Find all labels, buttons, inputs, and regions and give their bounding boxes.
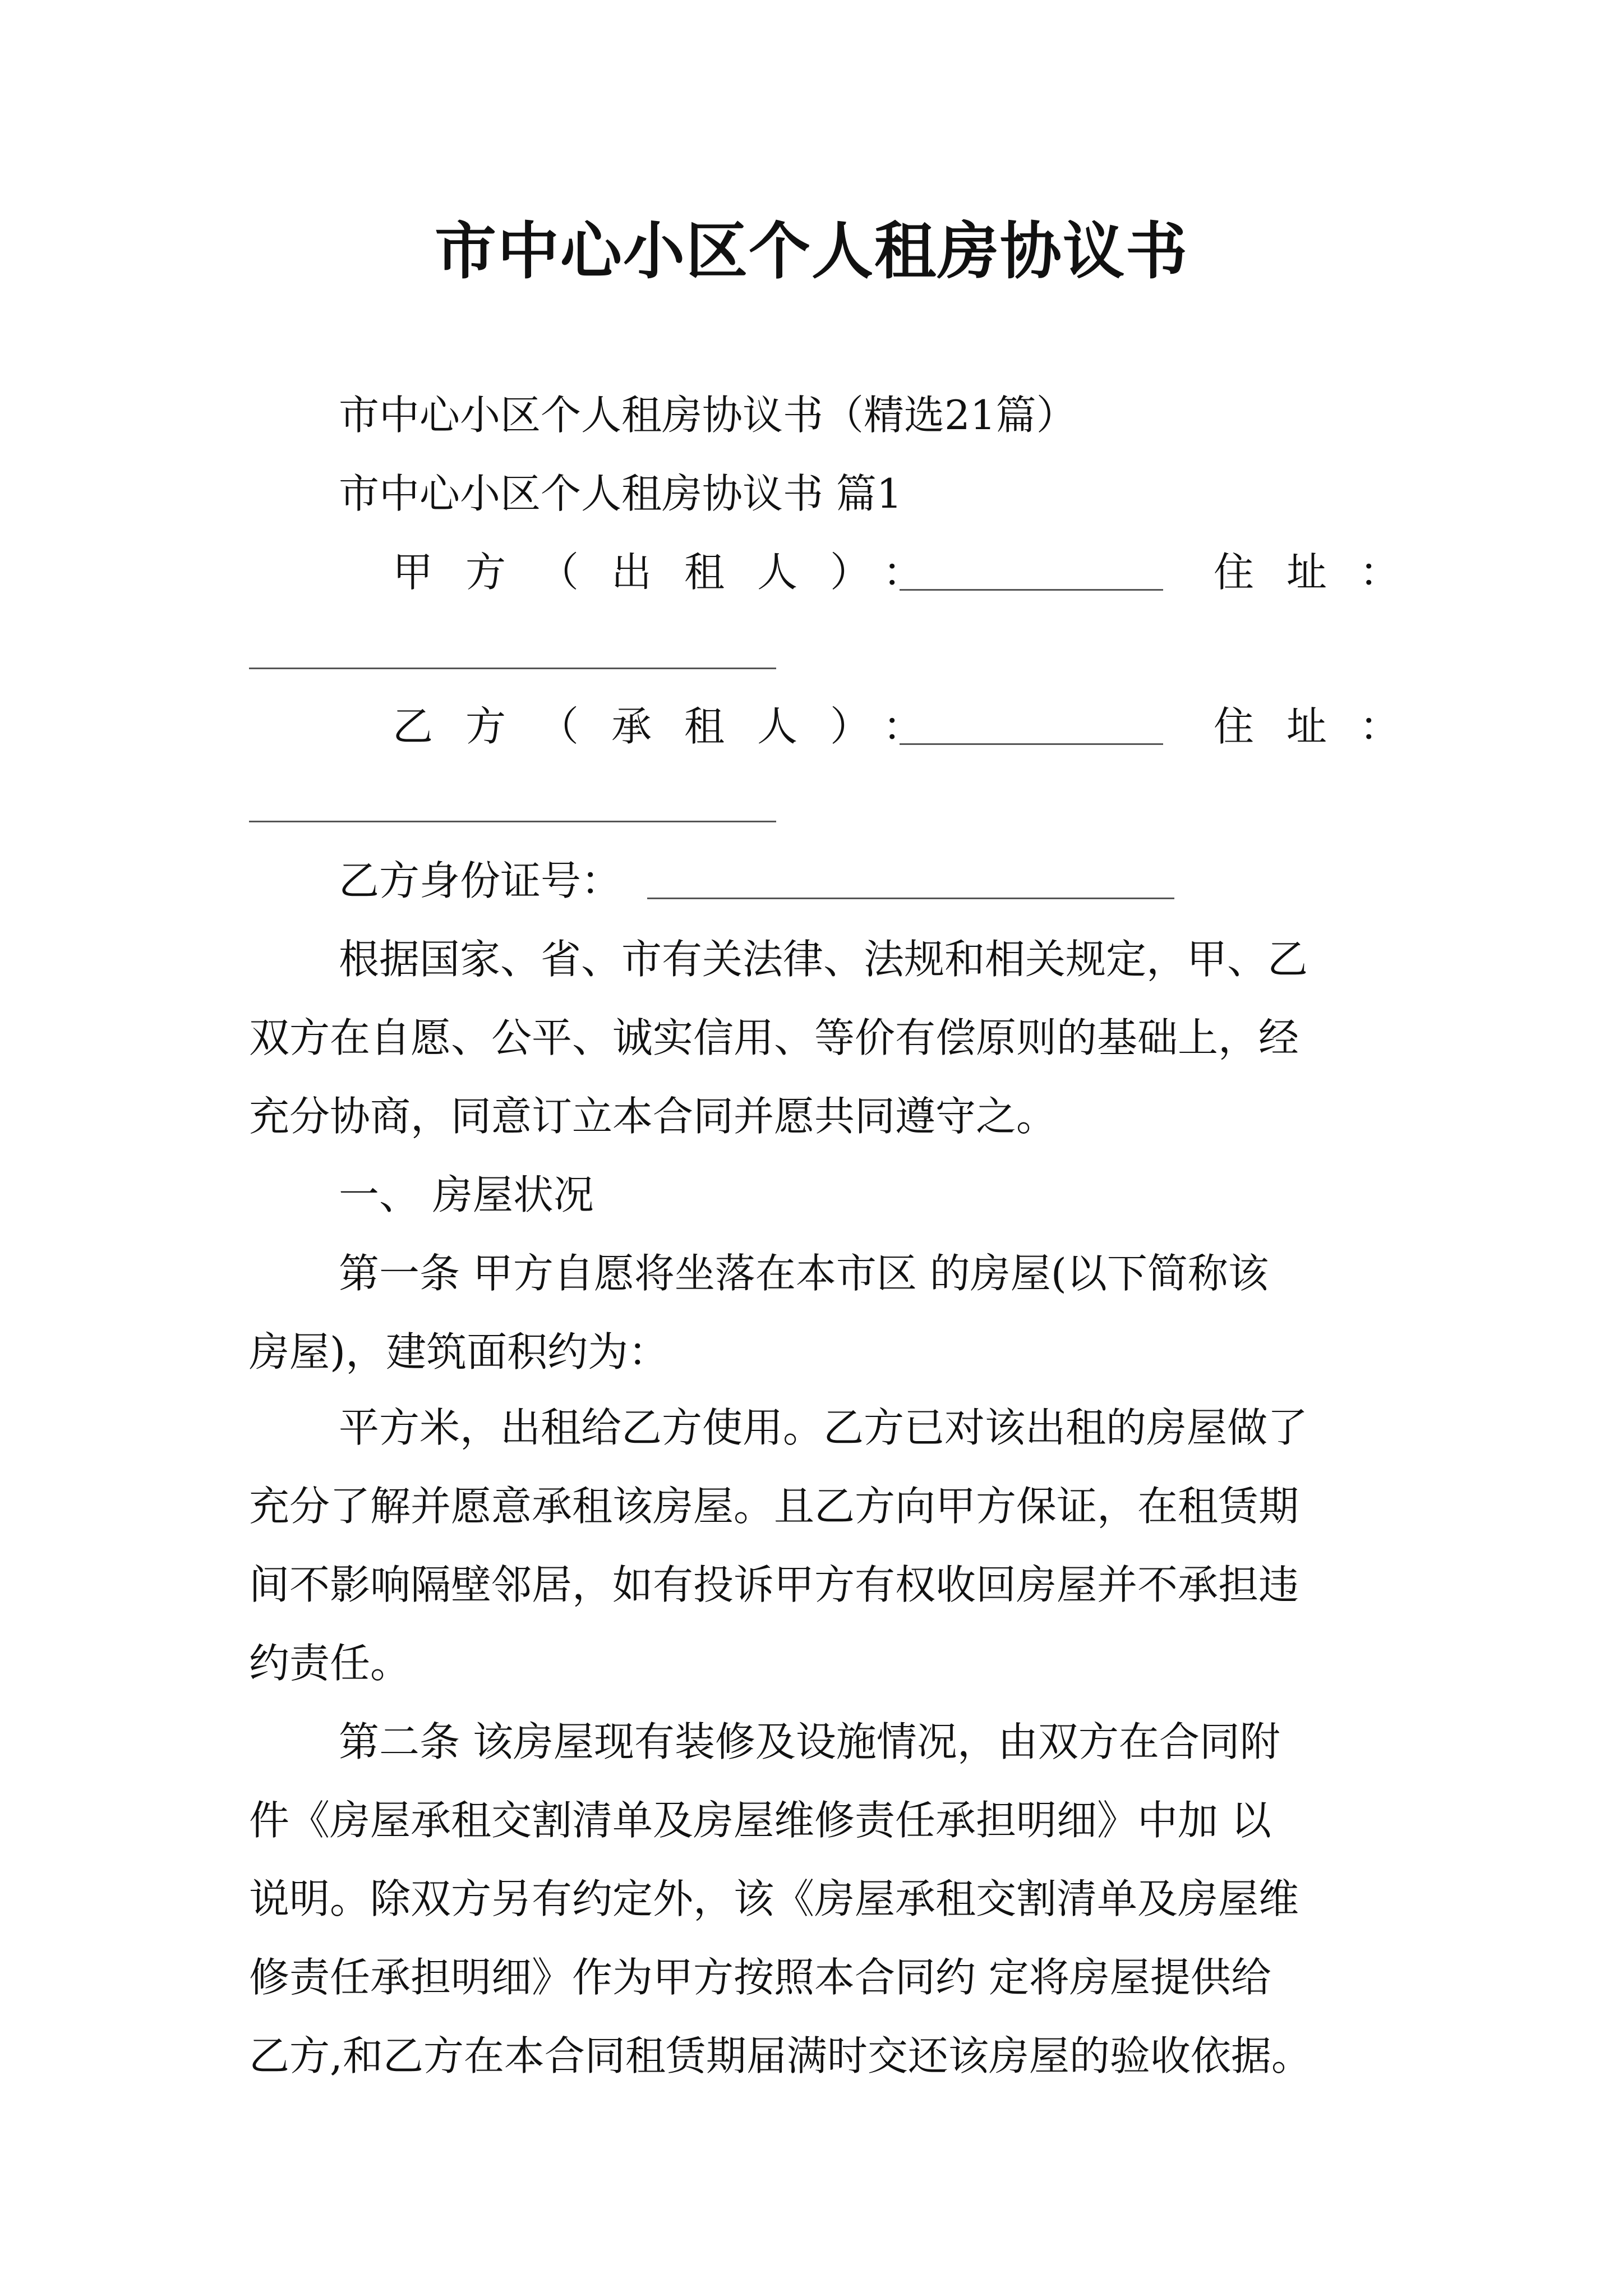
clause-2-line-3: 说明。除双方另有约定外，该《房屋承租交割清单及房屋维 [249,1875,1299,1922]
clause-1b-line-1: 平方米，出租给乙方使用。乙方已对该出租的房屋做了 [339,1404,1308,1451]
subtitle: 市中心小区个人租房协议书（精选21篇） [339,392,1077,439]
intro-line-1: 根据国家、省、市有关法律、法规和相关规定，甲、乙 [339,936,1308,983]
party-b-address-label: 住址： [1214,703,1433,750]
id-number-blank [647,898,1174,899]
clause-1b-line-3: 间不影响隔壁邻居，如有投诉甲方有权收回房屋并不承担违 [249,1561,1299,1608]
clause-2-line-5: 乙方,和乙方在本合同租赁期届满时交还该房屋的验收依据。 [249,2032,1312,2079]
clause-1b-line-2: 充分了解并愿意承租该房屋。且乙方向甲方保证，在租赁期 [249,1483,1299,1530]
section-heading-1: 一、 房屋状况 [339,1171,594,1218]
clause-2-line-4: 修责任承担明细》作为甲方按照本合同约 定将房屋提供给 [249,1954,1271,2001]
clause-1-line-1: 第一条 甲方自愿将坐落在本市区 的房屋(以下简称该 [339,1250,1269,1297]
document-title: 市中心小区个人租房协议书 [435,215,1188,287]
party-b-label: 乙方（承租人）： [393,703,956,750]
party-a-address-label: 住址： [1214,549,1433,596]
clause-2-line-1: 第二条 该房屋现有装修及设施情况，由双方在合同附 [339,1718,1280,1765]
party-a-name-blank [900,589,1163,591]
party-a-address-blank [249,668,776,669]
party-b-name-blank [900,743,1163,745]
intro-line-2: 双方在自愿、公平、诚实信用、等价有偿原则的基础上，经 [249,1014,1299,1061]
party-a-label: 甲方（出租人）： [393,549,956,596]
clause-1-line-2: 房屋)，建筑面积约为： [249,1328,669,1375]
clause-2-line-2: 件《房屋承租交割清单及房屋维修责任承担明细》中加 以 [249,1797,1271,1844]
party-b-address-blank [249,821,776,822]
intro-line-3: 充分协商，同意订立本合同并愿共同遵守之。 [249,1093,1057,1140]
clause-1b-line-4: 约责任。 [249,1640,411,1687]
id-label: 乙方身份证号： [339,857,622,904]
article-label: 市中心小区个人租房协议书 篇1 [339,470,902,517]
